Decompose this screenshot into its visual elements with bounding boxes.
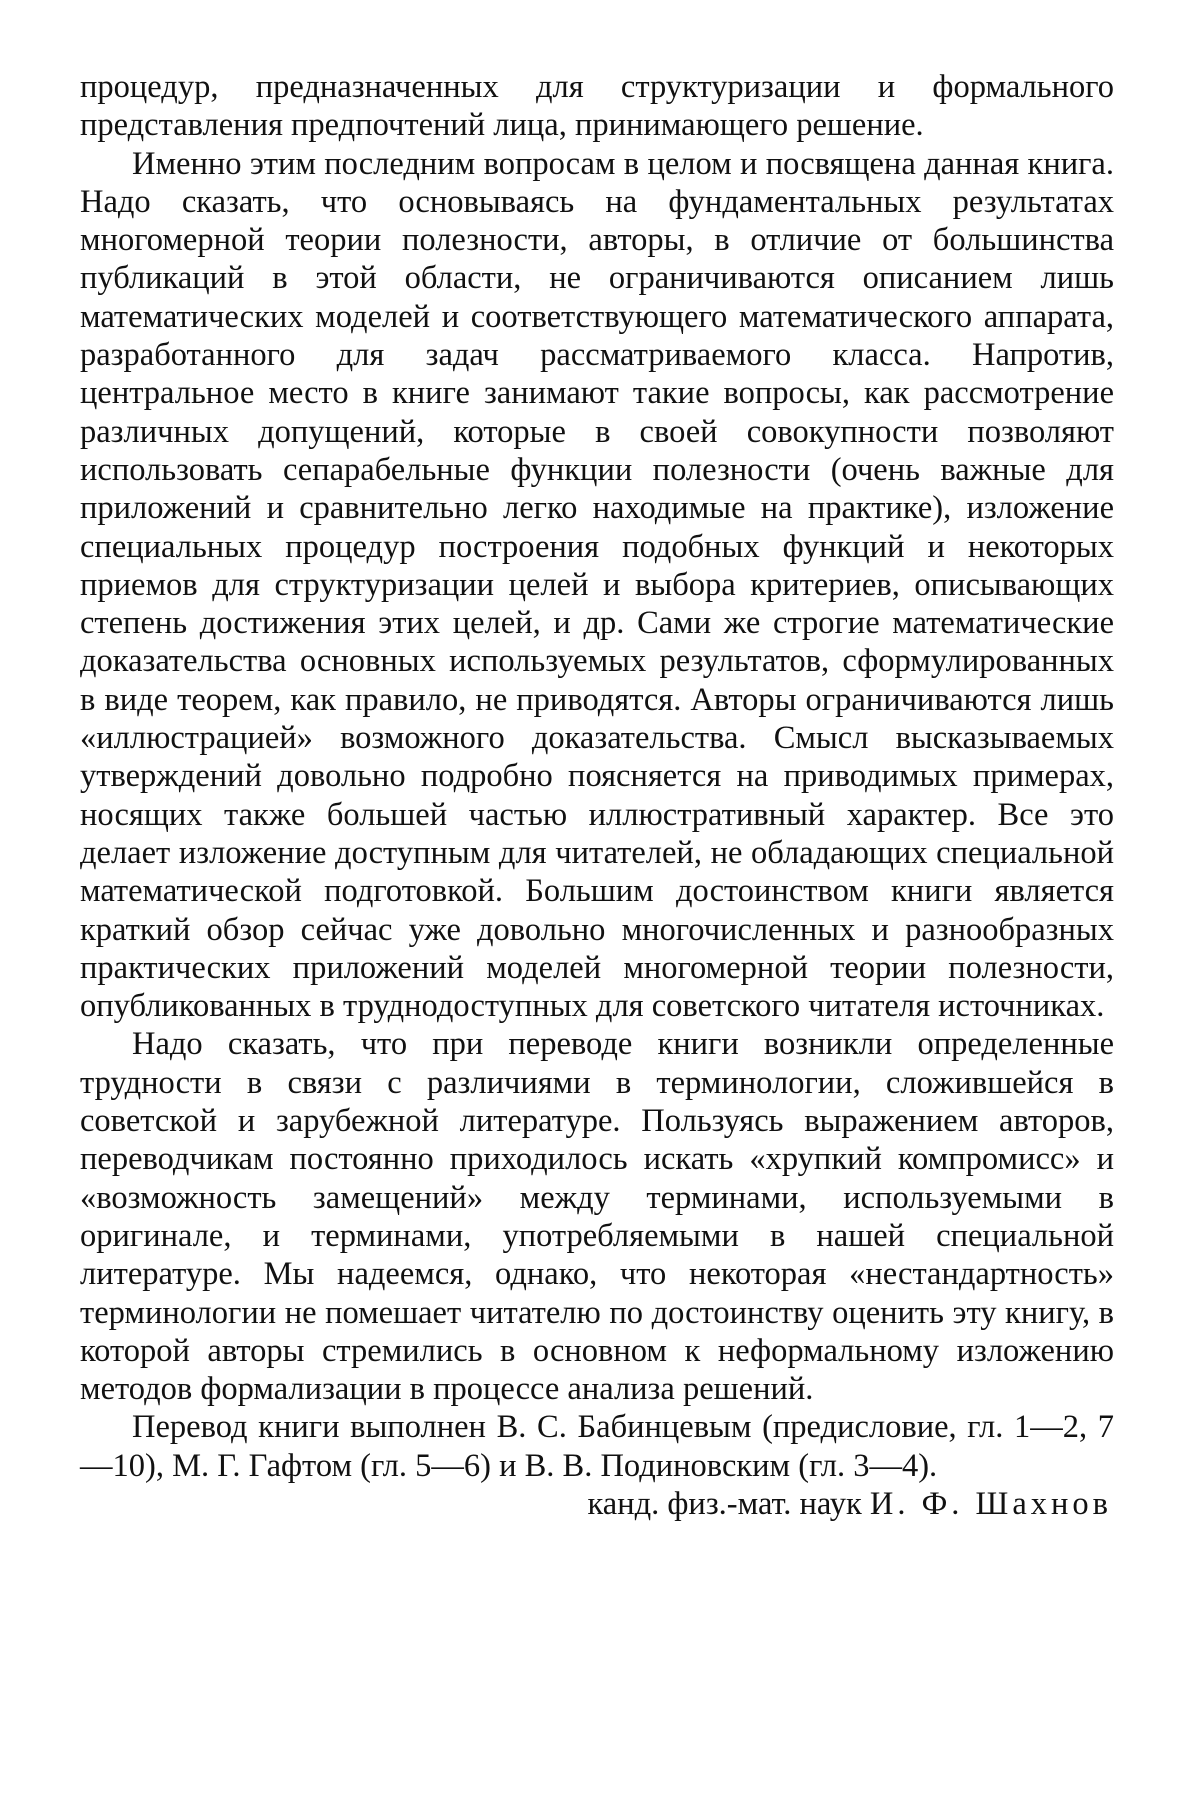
signature-name: И. Ф. Шахнов xyxy=(869,1485,1112,1522)
paragraph-continuation: процедур, предназначенных для структуризации и формального представления предпочтений лица, принимающего решение. xyxy=(80,69,1114,144)
signature-title: канд. физ.-мат. наук xyxy=(587,1485,862,1522)
signature xyxy=(80,1485,1114,1523)
paragraph-book-focus: Именно этим последним вопросам в целом и посвящена данная книга. Надо сказать, что основываясь на фундаментальных результатах многомерной теории полезности, авторы, в отличие от большинства публикаций в этой области, не ограничиваются описанием лишь математических моделей и соответствующего математического аппарата, разработанного для задач рассматриваемого класса. Напротив, центральное место в книге занимают такие вопросы, как рассмотрение различных допущений, которые в своей совокупности позволяют использовать сепарабельные функции полезности (очень важные для приложений и сравнительно легко находимые на практике), изложение специальных процедур построения подобных функций и некоторых приемов для структуризации целей и выбора критериев, описывающих степень достижения этих целей, и др. Сами же строгие математические доказательства основных используемых результатов, сформулированных в виде теорем, как правило, не приводятся. Авторы ограничиваются лишь «иллюстрацией» возможного доказательства. Смысл высказываемых утверждений довольно подробно поясняется на приводимых примерах, носящих также большей частью иллюстративный характер. Все это делает изложение доступным для читателей, не обладающих специальной математической подготовкой. Большим достоинством книги является краткий обзор сейчас уже довольно многочисленных и разнообразных практических приложений моделей многомерной теории полезности, опубликованных в труднодоступных для советского читателя источниках. xyxy=(80,145,1114,1025)
body-text xyxy=(80,68,1114,1523)
paragraph-translators: Перевод книги выполнен В. С. Бабинцевым (предисловие, гл. 1—2, 7—10), М. Г. Гафтом (гл. 5—6) и В. В. Подиновским (гл. 3—4). xyxy=(80,1409,1114,1484)
paragraph-translation-difficulties: Надо сказать, что при переводе книги возникли определенные трудности в связи с различиями в терминологии, сложившейся в советской и зарубежной литературе. Пользуясь выражением авторов, переводчикам постоянно приходилось искать «хрупкий компромисс» и «возможность замещений» между терминами, используемыми в оригинале, и терминами, употребляемыми в нашей специальной литературе. Мы надеемся, однако, что некоторая «нестандартность» терминологии не помешает читателю по достоинству оценить эту книгу, в которой авторы стремились в основном к неформальному изложению методов формализации в процессе анализа решений. xyxy=(80,1026,1114,1408)
